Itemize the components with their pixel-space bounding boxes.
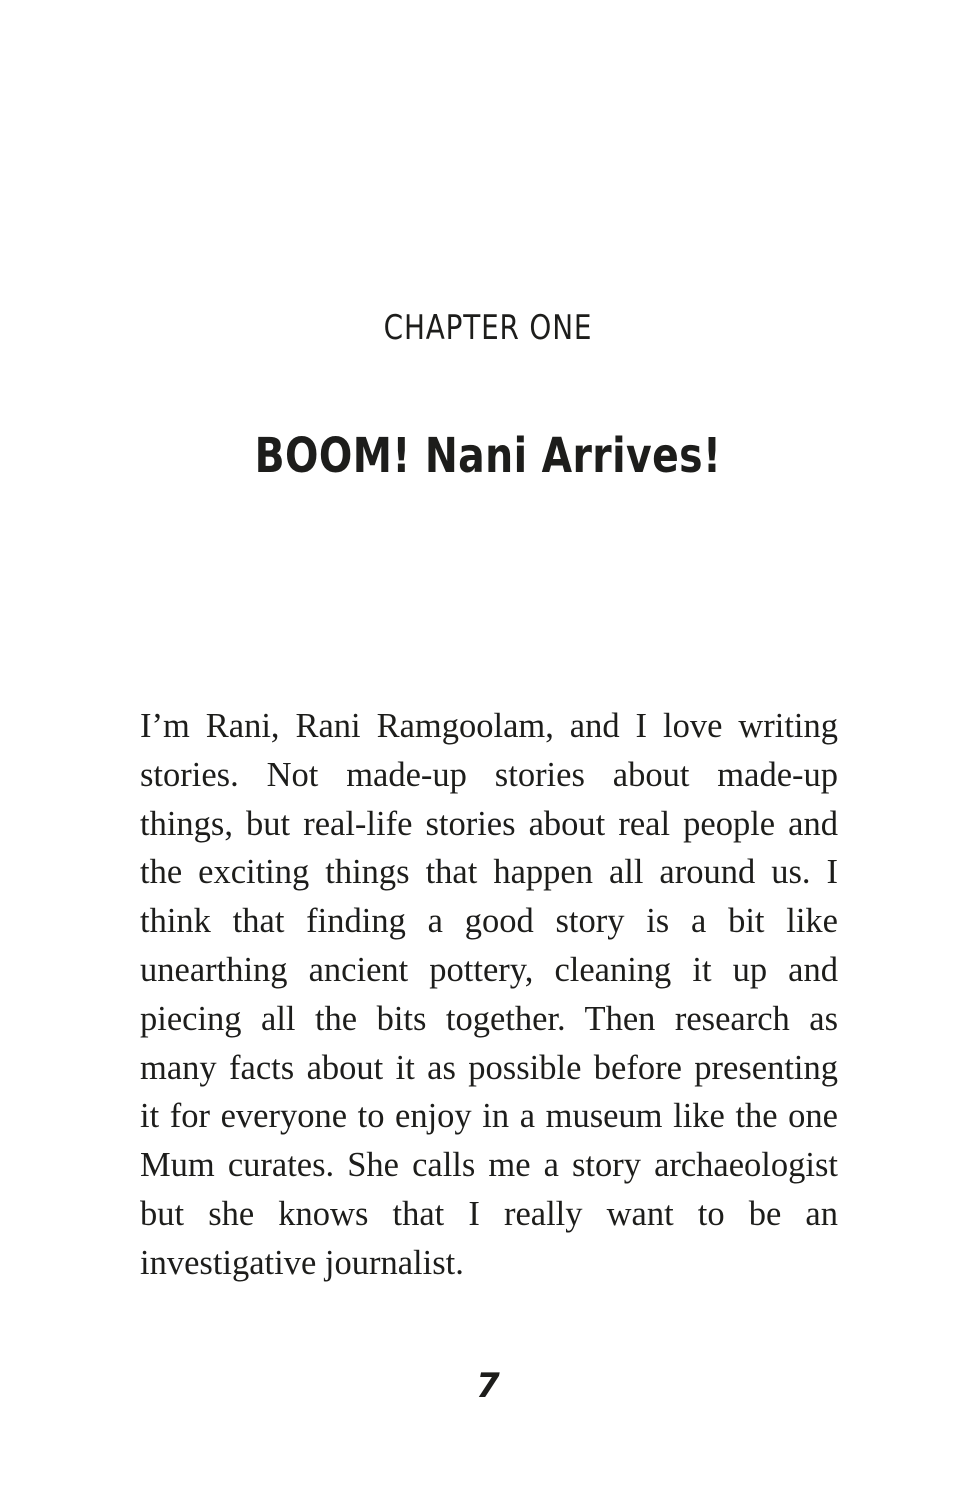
- body-paragraph: I’m Rani, Rani Ramgoolam, and I love writing stories. Not made-up stories about made-up things, but real-life stories about real people and the exciting things that happen all around us. I think that finding a good story is a bit like unearthing ancient pottery, cleaning it up and piecing all the bits together. Then research as many facts about it as possible before presenting it for everyone to enjoy in a museum like the one Mum curates. She calls me a story archaeologist but she knows that I really want to be an investigative journalist.: [140, 707, 838, 1282]
- page-number: 7: [476, 1366, 500, 1406]
- chapter-title: BOOM! Nani Arrives!: [254, 428, 722, 484]
- chapter-label: CHAPTER ONE: [383, 308, 593, 348]
